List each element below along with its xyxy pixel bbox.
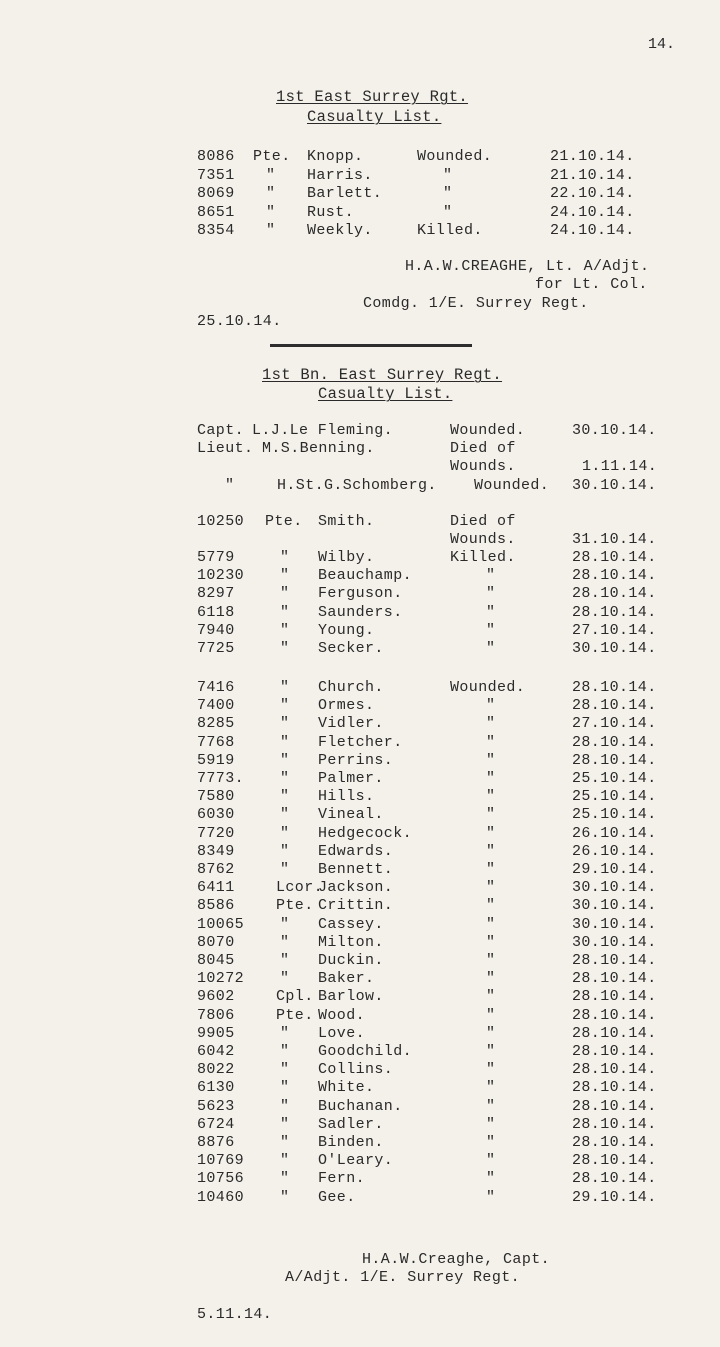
- date: 30.10.14.: [572, 897, 657, 915]
- service-number: 8762: [197, 861, 235, 878]
- status: ": [486, 697, 496, 715]
- rank: ": [280, 679, 290, 696]
- surname: Barlow.: [318, 988, 384, 1006]
- officer-row: [0, 440, 720, 458]
- page-number: 14.: [648, 36, 676, 53]
- casualty-row: [0, 513, 720, 531]
- casualty-row: [0, 806, 720, 824]
- status: ": [486, 806, 496, 824]
- status: ": [486, 988, 496, 1006]
- status: ": [486, 1061, 496, 1079]
- status: ": [443, 203, 453, 221]
- status: Killed.: [417, 222, 483, 239]
- status: ": [486, 1079, 496, 1097]
- service-number: 8069: [197, 185, 235, 202]
- status: ": [486, 621, 496, 639]
- date: 28.10.14.: [572, 988, 657, 1006]
- surname: Collins.: [318, 1061, 394, 1079]
- date: 28.10.14.: [572, 697, 657, 715]
- surname: Bennett.: [318, 861, 394, 878]
- officer-row: [0, 422, 720, 440]
- service-number: 7416: [197, 679, 235, 696]
- officer-name: L.J.Le Fleming.: [252, 422, 394, 439]
- date: 27.10.14.: [572, 621, 657, 639]
- surname: Beauchamp.: [318, 567, 413, 585]
- surname: Wood.: [318, 1006, 366, 1024]
- casualty-row: [0, 843, 720, 861]
- officer-status: Wounded.: [474, 477, 550, 494]
- officer-status-cont: Wounds.: [450, 458, 516, 475]
- surname: Love.: [318, 1024, 366, 1042]
- service-number: 10272: [197, 970, 245, 988]
- section-divider: [270, 344, 472, 347]
- rank: ": [280, 1079, 290, 1097]
- surname: Wilby.: [318, 549, 375, 566]
- rank: ": [280, 1152, 290, 1170]
- list2-title: 1st Bn. East Surrey Regt.: [262, 366, 503, 384]
- rank: ": [280, 1043, 290, 1060]
- service-number: 6724: [197, 1115, 235, 1133]
- casualty-row: [0, 1134, 720, 1152]
- casualty-row: [0, 585, 720, 603]
- surname: Edwards.: [318, 842, 394, 860]
- status: ": [486, 842, 496, 860]
- rank: ": [280, 806, 290, 824]
- date: 28.10.14.: [572, 585, 657, 603]
- list1-subtitle: Casualty List.: [307, 108, 442, 126]
- casualty-row: [0, 988, 720, 1006]
- casualty-row: [0, 788, 720, 806]
- service-number: 10250: [197, 513, 245, 530]
- date: 22.10.14.: [550, 185, 635, 202]
- surname: Hedgecock.: [318, 824, 413, 842]
- officer-status: Wounded.: [450, 422, 526, 439]
- list2-date: 5.11.14.: [197, 1306, 273, 1323]
- date: 28.10.14.: [572, 1097, 657, 1115]
- surname: White.: [318, 1079, 375, 1097]
- surname: Binden.: [318, 1134, 384, 1151]
- surname: Baker.: [318, 970, 375, 988]
- status: ": [486, 567, 496, 585]
- rank: ": [266, 185, 276, 202]
- date: 26.10.14.: [572, 842, 657, 860]
- surname: Ferguson.: [318, 585, 403, 603]
- rank: ": [280, 952, 290, 969]
- rank: ": [266, 166, 276, 184]
- date: 28.10.14.: [572, 1024, 657, 1042]
- surname: Goodchild.: [318, 1043, 413, 1060]
- rank: ": [280, 751, 290, 769]
- surname: O'Leary.: [318, 1152, 394, 1170]
- rank: ": [280, 733, 290, 751]
- casualty-row: [0, 604, 720, 622]
- status: ": [486, 788, 496, 806]
- service-number: 8586: [197, 897, 235, 915]
- surname: Hills.: [318, 788, 375, 806]
- date: 30.10.14.: [572, 640, 657, 657]
- surname: Harris.: [307, 166, 373, 184]
- casualty-row: [0, 567, 720, 585]
- rank: Pte.: [265, 513, 303, 530]
- service-number: 8876: [197, 1134, 235, 1151]
- rank: ": [280, 842, 290, 860]
- status: ": [486, 1043, 496, 1060]
- status: ": [486, 640, 496, 657]
- service-number: 7773.: [197, 770, 245, 787]
- status: ": [486, 1170, 496, 1188]
- rank: ": [280, 1024, 290, 1042]
- service-number: 10769: [197, 1152, 245, 1170]
- casualty-row: [0, 715, 720, 733]
- date: 28.10.14.: [572, 952, 657, 969]
- casualty-row: [0, 1116, 720, 1134]
- casualty-row: [0, 1152, 720, 1170]
- date: 31.10.14.: [572, 531, 657, 548]
- casualty-row: [0, 679, 720, 697]
- casualty-row: [0, 167, 720, 185]
- service-number: 7580: [197, 788, 235, 806]
- status: ": [486, 1188, 496, 1206]
- service-number: 5919: [197, 751, 235, 769]
- status: ": [486, 733, 496, 751]
- list1-signature-line1: H.A.W.CREAGHE, Lt. A/Adjt.: [405, 258, 650, 275]
- list2-signature-line1: H.A.W.Creaghe, Capt.: [362, 1251, 551, 1268]
- status: ": [486, 952, 496, 969]
- surname: Fletcher.: [318, 733, 403, 751]
- rank: ": [280, 715, 290, 733]
- service-number: 6411: [197, 879, 235, 897]
- rank: ": [280, 1134, 290, 1151]
- casualty-row: [0, 897, 720, 915]
- officer-date: 1.11.14.: [582, 458, 658, 475]
- status: ": [486, 915, 496, 933]
- rank: ": [280, 567, 290, 585]
- status: ": [486, 879, 496, 897]
- rank: ": [280, 1170, 290, 1188]
- officer-row: [0, 477, 720, 495]
- status: ": [486, 1115, 496, 1133]
- surname: Cassey.: [318, 915, 384, 933]
- casualty-row: [0, 1189, 720, 1207]
- rank: Pte.: [253, 148, 291, 165]
- casualty-row: [0, 185, 720, 203]
- officer-name: M.S.Benning.: [262, 440, 375, 457]
- list1-signature-line3: Comdg. 1/E. Surrey Regt.: [363, 295, 589, 312]
- service-number: 8349: [197, 842, 235, 860]
- date: 28.10.14.: [572, 1061, 657, 1079]
- service-number: 8070: [197, 933, 235, 951]
- status: ": [486, 1152, 496, 1170]
- surname: Rust.: [307, 203, 355, 221]
- officer-rank: Lieut.: [197, 440, 254, 457]
- date: 28.10.14.: [572, 567, 657, 585]
- surname: Buchanan.: [318, 1097, 403, 1115]
- service-number: 10065: [197, 915, 245, 933]
- list2-signature-line2: A/Adjt. 1/E. Surrey Regt.: [285, 1269, 521, 1286]
- service-number: 5779: [197, 549, 235, 566]
- rank: Pte.: [276, 1006, 314, 1024]
- date: 27.10.14.: [572, 715, 657, 733]
- service-number: 8045: [197, 952, 235, 969]
- casualty-row: [0, 1007, 720, 1025]
- date: 26.10.14.: [572, 824, 657, 842]
- date: 28.10.14.: [572, 1079, 657, 1097]
- service-number: 7806: [197, 1006, 235, 1024]
- rank: ": [280, 1097, 290, 1115]
- service-number: 10756: [197, 1170, 245, 1188]
- status: ": [486, 1006, 496, 1024]
- casualty-row: [0, 916, 720, 934]
- casualty-row: [0, 222, 720, 240]
- casualty-row: [0, 1061, 720, 1079]
- date: 21.10.14.: [550, 148, 635, 165]
- date: 25.10.14.: [572, 770, 657, 787]
- service-number: 8086: [197, 148, 235, 165]
- rank: ": [280, 915, 290, 933]
- list2-subtitle: Casualty List.: [318, 385, 453, 403]
- rank: Pte.: [276, 897, 314, 915]
- status: Wounded.: [417, 148, 493, 165]
- date: 29.10.14.: [572, 1188, 657, 1206]
- date: 30.10.14.: [572, 879, 657, 897]
- rank: ": [280, 1188, 290, 1206]
- surname: Milton.: [318, 933, 384, 951]
- rank: ": [280, 861, 290, 878]
- surname: Weekly.: [307, 222, 373, 239]
- list1-title: 1st East Surrey Rgt.: [276, 88, 469, 106]
- rank: ": [280, 1115, 290, 1133]
- surname: Smith.: [318, 513, 375, 530]
- surname: Church.: [318, 679, 384, 696]
- status: Killed.: [450, 549, 516, 566]
- service-number: 7725: [197, 640, 235, 657]
- surname: Palmer.: [318, 770, 384, 787]
- casualty-row: [0, 1098, 720, 1116]
- service-number: 6118: [197, 603, 235, 621]
- casualty-row: [0, 1170, 720, 1188]
- surname: Sadler.: [318, 1115, 384, 1133]
- rank: ": [266, 222, 276, 239]
- service-number: 8651: [197, 203, 235, 221]
- date: 28.10.14.: [572, 1006, 657, 1024]
- date: 28.10.14.: [572, 751, 657, 769]
- service-number: 8354: [197, 222, 235, 239]
- casualty-row-cont: [0, 531, 720, 549]
- status: ": [486, 585, 496, 603]
- service-number: 7351: [197, 166, 235, 184]
- officer-date: 30.10.14.: [572, 422, 657, 439]
- surname: Vidler.: [318, 715, 384, 733]
- list1-date: 25.10.14.: [197, 313, 282, 330]
- officer-date: 30.10.14.: [572, 477, 657, 494]
- rank: ": [266, 203, 276, 221]
- officer-rank: ": [225, 477, 235, 494]
- casualty-row: [0, 148, 720, 166]
- status: ": [486, 715, 496, 733]
- rank: ": [280, 970, 290, 988]
- date: 24.10.14.: [550, 222, 635, 239]
- date: 28.10.14.: [572, 1170, 657, 1188]
- rank: ": [280, 640, 290, 657]
- service-number: 6042: [197, 1043, 235, 1060]
- casualty-row: [0, 770, 720, 788]
- surname: Ormes.: [318, 697, 375, 715]
- rank: Lcor.: [276, 879, 324, 897]
- date: 28.10.14.: [572, 603, 657, 621]
- casualty-row: [0, 825, 720, 843]
- date: 30.10.14.: [572, 933, 657, 951]
- service-number: 7940: [197, 621, 235, 639]
- rank: ": [280, 1061, 290, 1079]
- rank: ": [280, 549, 290, 566]
- status: ": [486, 1134, 496, 1151]
- surname: Barlett.: [307, 185, 383, 202]
- casualty-row: [0, 970, 720, 988]
- status: ": [486, 824, 496, 842]
- service-number: 5623: [197, 1097, 235, 1115]
- service-number: 8297: [197, 585, 235, 603]
- rank: ": [280, 603, 290, 621]
- status: ": [443, 166, 453, 184]
- date: 28.10.14.: [572, 679, 657, 696]
- service-number: 7768: [197, 733, 235, 751]
- rank: ": [280, 770, 290, 787]
- service-number: 10230: [197, 567, 245, 585]
- surname: Crittin.: [318, 897, 394, 915]
- status: ": [486, 770, 496, 787]
- date: 28.10.14.: [572, 733, 657, 751]
- surname: Young.: [318, 621, 375, 639]
- date: 28.10.14.: [572, 970, 657, 988]
- service-number: 9602: [197, 988, 235, 1006]
- date: 28.10.14.: [572, 1152, 657, 1170]
- date: 28.10.14.: [572, 549, 657, 566]
- casualty-row: [0, 879, 720, 897]
- surname: Gee.: [318, 1188, 356, 1206]
- status: Wounded.: [450, 679, 526, 696]
- rank: ": [280, 824, 290, 842]
- surname: Jackson.: [318, 879, 394, 897]
- casualty-row: [0, 549, 720, 567]
- date: 21.10.14.: [550, 166, 635, 184]
- casualty-row: [0, 640, 720, 658]
- rank: ": [280, 788, 290, 806]
- casualty-row: [0, 752, 720, 770]
- date: 24.10.14.: [550, 203, 635, 221]
- status: ": [443, 185, 453, 202]
- surname: Saunders.: [318, 603, 403, 621]
- service-number: 8285: [197, 715, 235, 733]
- casualty-row: [0, 697, 720, 715]
- status: ": [486, 933, 496, 951]
- list1-signature-line2: for Lt. Col.: [535, 276, 648, 293]
- rank: ": [280, 933, 290, 951]
- status: Died of: [450, 513, 516, 530]
- date: 28.10.14.: [572, 1115, 657, 1133]
- rank: ": [280, 585, 290, 603]
- surname: Duckin.: [318, 952, 384, 969]
- service-number: 7720: [197, 824, 235, 842]
- officer-row-cont: [0, 458, 720, 476]
- casualty-row: [0, 1043, 720, 1061]
- casualty-row: [0, 952, 720, 970]
- date: 28.10.14.: [572, 1134, 657, 1151]
- surname: Vineal.: [318, 806, 384, 824]
- casualty-row: [0, 861, 720, 879]
- date: 28.10.14.: [572, 1043, 657, 1060]
- date: 29.10.14.: [572, 861, 657, 878]
- status: ": [486, 897, 496, 915]
- service-number: 6030: [197, 806, 235, 824]
- surname: Perrins.: [318, 751, 394, 769]
- rank: ": [280, 621, 290, 639]
- surname: Fern.: [318, 1170, 366, 1188]
- status: ": [486, 1097, 496, 1115]
- officer-name: H.St.G.Schomberg.: [277, 477, 437, 494]
- surname: Secker.: [318, 640, 384, 657]
- status: ": [486, 1024, 496, 1042]
- status: ": [486, 603, 496, 621]
- date: 30.10.14.: [572, 915, 657, 933]
- casualty-row: [0, 204, 720, 222]
- officer-rank: Capt.: [197, 422, 245, 439]
- casualty-row: [0, 622, 720, 640]
- status: ": [486, 970, 496, 988]
- officer-status: Died of: [450, 440, 516, 457]
- service-number: 7400: [197, 697, 235, 715]
- service-number: 8022: [197, 1061, 235, 1079]
- service-number: 10460: [197, 1188, 245, 1206]
- status: ": [486, 861, 496, 878]
- date: 25.10.14.: [572, 806, 657, 824]
- casualty-row: [0, 1079, 720, 1097]
- date: 25.10.14.: [572, 788, 657, 806]
- service-number: 9905: [197, 1024, 235, 1042]
- surname: Knopp.: [307, 148, 364, 165]
- service-number: 6130: [197, 1079, 235, 1097]
- casualty-row: [0, 734, 720, 752]
- casualty-row: [0, 934, 720, 952]
- rank: ": [280, 697, 290, 715]
- status-cont: Wounds.: [450, 531, 516, 548]
- status: ": [486, 751, 496, 769]
- casualty-row: [0, 1025, 720, 1043]
- rank: Cpl.: [276, 988, 314, 1006]
